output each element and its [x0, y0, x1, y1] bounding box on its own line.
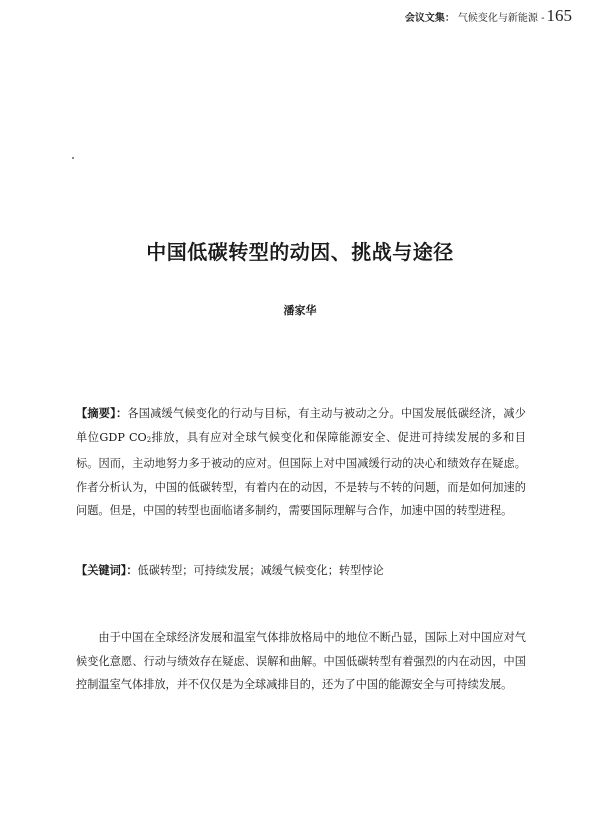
scan-speck: [72, 157, 74, 159]
header-topic: 气候变化与新能源: [457, 13, 538, 24]
page-number: 165: [546, 6, 572, 25]
keywords-label: 【关键词】：: [76, 564, 138, 577]
abstract-subscript: 2: [146, 435, 152, 444]
running-header: [405, 6, 572, 26]
keywords: [76, 559, 526, 582]
keywords-text: 低碳转型；可持续发展；减缓气候变化；转型悖论: [137, 564, 384, 577]
abstract-label: 【摘要】：: [76, 407, 128, 420]
body-paragraph: 由于中国在全球经济发展和温室气体排放格局中的地位不断凸显，国际上对中国应对气候变化意愿、行动与绩效存在疑虑、误解和曲解。中国低碳转型有着强烈的内在动因，中国控制温室气体排放，并不仅仅是为全球减排目的，还为了中国的能源安全与可持续发展。: [76, 631, 526, 691]
abstract: [76, 402, 526, 523]
header-separator: -: [541, 13, 545, 24]
author-name: 潘家华: [283, 304, 317, 317]
abstract-text-part1: 各国减缓气候变化的行动与目标，有主动与被动之分。中国发展低碳经济，减少单位GDP CO: [76, 407, 526, 444]
paper-title: 中国低碳转型的动因、挑战与途径: [146, 240, 454, 264]
abstract-text-part2: 排放，具有应对全球气候变化和保障能源安全、促进可持续发展的多和目标。因而，主动地努力多于被动的应对。但国际上对中国减缓行动的决心和绩效存在疑虑。作者分析认为，中国的低碳转型，有着内在的动因，不是转与不转的问题，而是如何加速的问题。但是，中国的转型也面临诸多制约，需要国际理解与合作，加速中国的转型进程。: [76, 430, 526, 517]
header-section: 会议文集：: [404, 13, 455, 24]
